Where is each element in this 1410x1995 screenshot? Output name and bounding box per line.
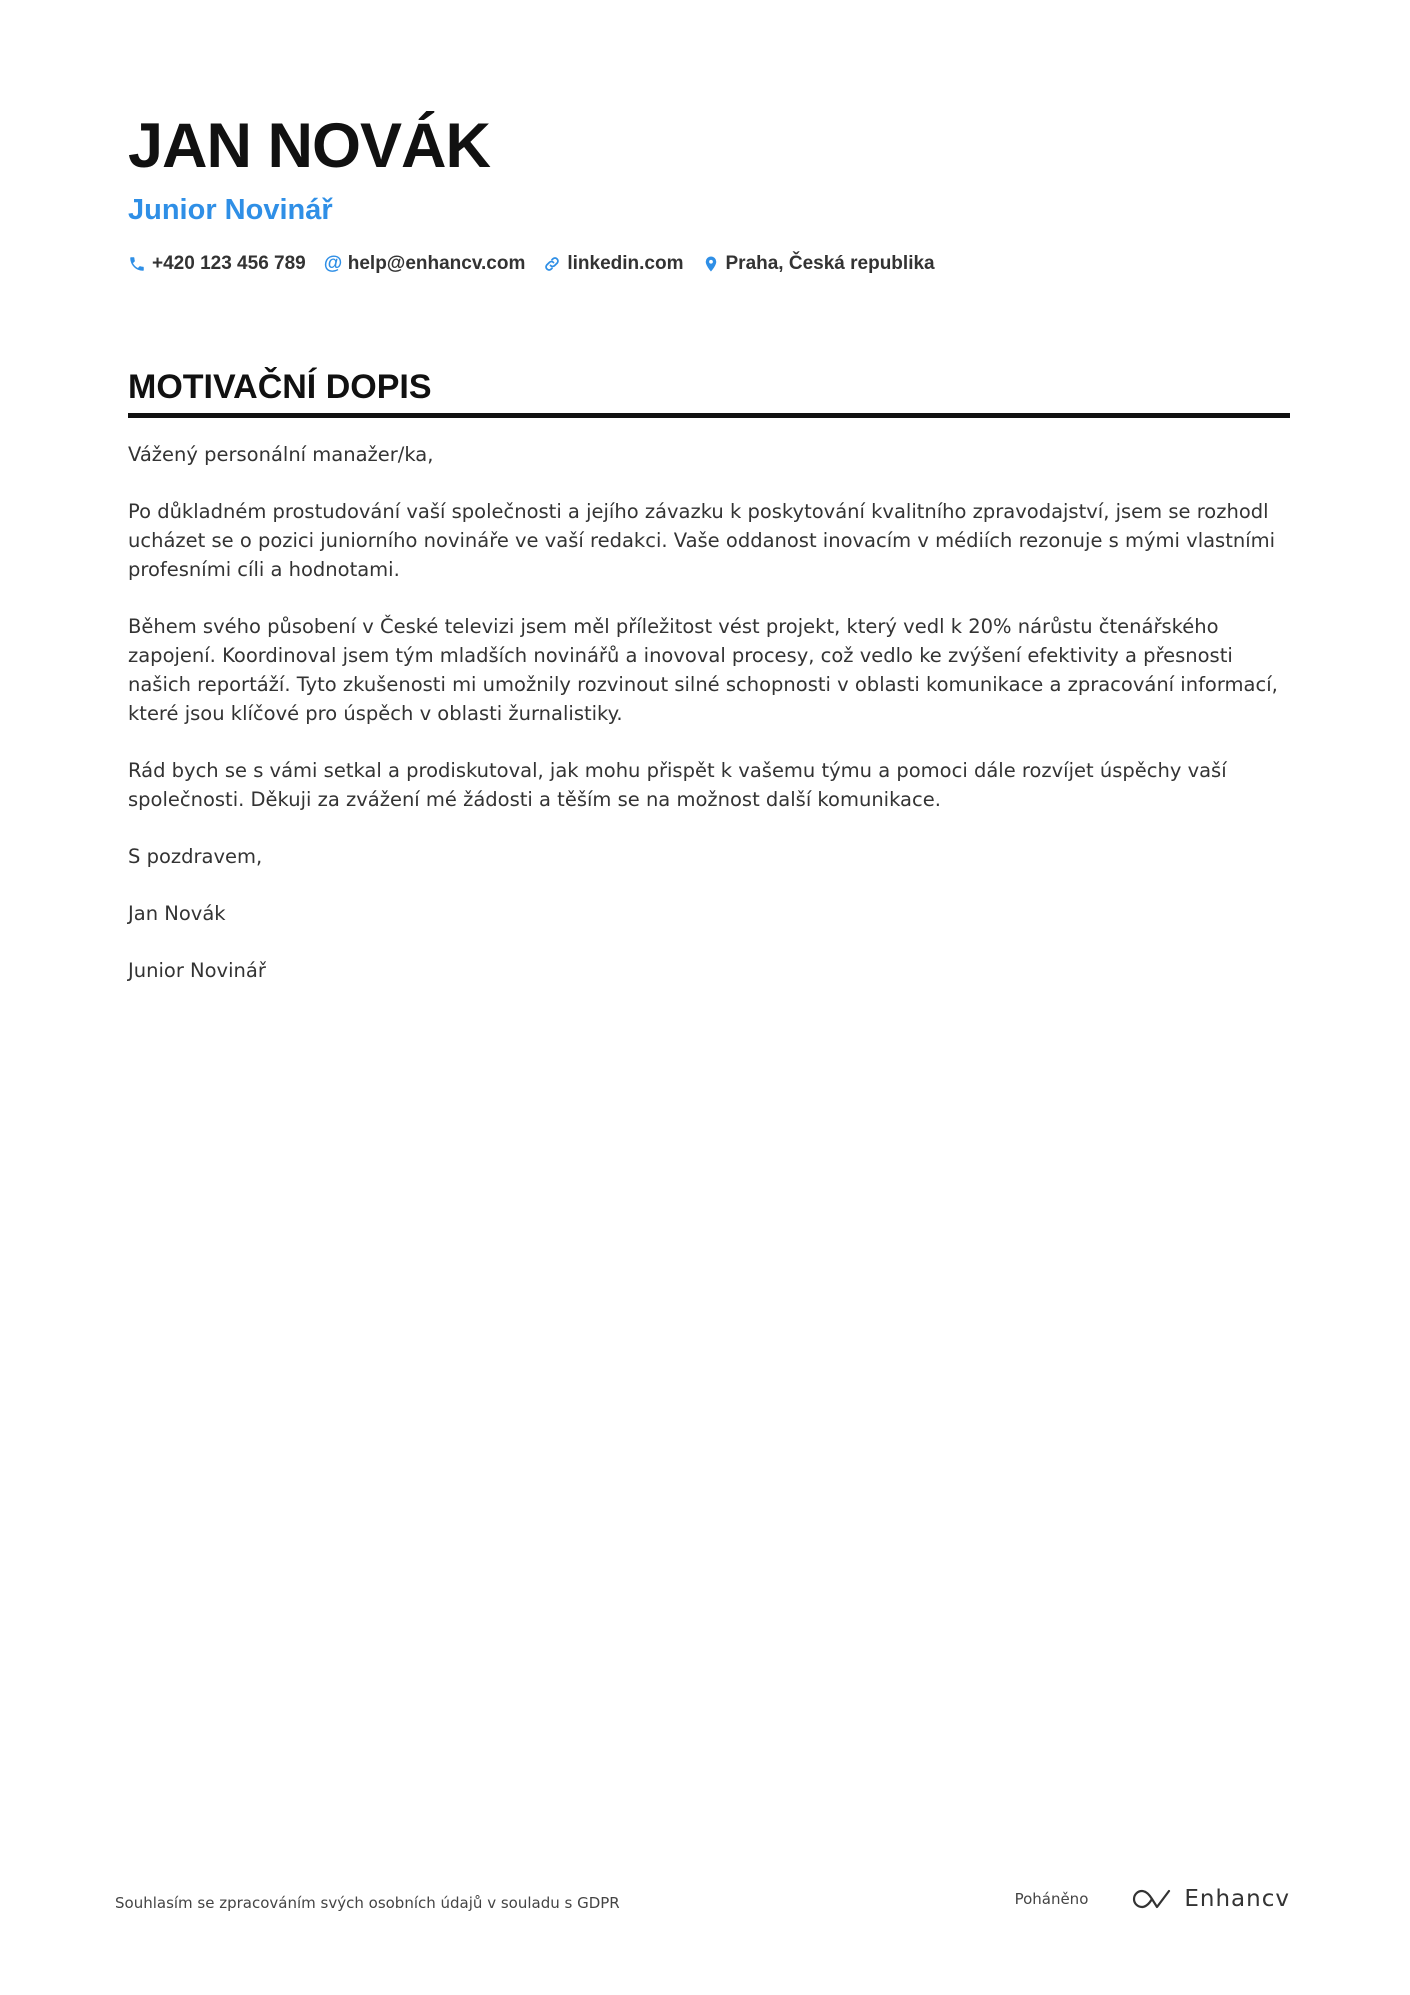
location-pin-icon [702, 255, 720, 273]
linkedin-link[interactable]: linkedin.com [567, 253, 684, 274]
powered-by [1015, 1886, 1290, 1912]
contact-location [702, 253, 935, 275]
applicant-job-title: Junior Novinář [128, 194, 333, 226]
contact-linkedin [543, 253, 683, 275]
applicant-name: JAN NOVÁK [128, 111, 491, 181]
link-icon [543, 255, 561, 273]
at-icon: @ [323, 253, 343, 274]
letter-paragraph: Po důkladném prostudování vaší společnosti a jejího závazku k poskytování kvalitního zpravodajství, jsem se rozhodl ucházet se o pozici juniorního novináře ve vaší redakci. Vaše oddanost inovacím v médiích rezonuje s mými vlastními profesními cíli a hodnotami. [128, 500, 1276, 581]
letter-closing: S pozdravem, [128, 845, 263, 868]
signature-name: Jan Novák [128, 902, 226, 925]
letter-greeting: Vážený personální manažer/ka, [128, 443, 434, 466]
enhancv-brand-name: Enhancv [1184, 1886, 1290, 1912]
location-text: Praha, Česká republika [725, 253, 935, 274]
letter-body [128, 440, 1290, 1013]
letter-paragraph: Během svého působení v České televizi jsem měl příležitost vést projekt, který vedl k 20% nárůstu čtenářského zapojení. Koordinoval jsem tým mladších novinářů a inovoval procesy, což vedlo ke zvýšení efektivity a přesnosti našich reportáží. Tyto zkušenosti mi umožnily rozvinout silné schopnosti v oblasti komunikace a zpracování informací, které jsou klíčové pro úspěch v oblasti žurnalistiky. [128, 615, 1278, 725]
letter-paragraph: Rád bych se s vámi setkal a prodiskutoval, jak mohu přispět k vašemu týmu a pomoci dále rozvíjet úspěchy vaší společnosti. Děkuji za zvážení mé žádosti a těším se na možnost další komunikace. [128, 759, 1227, 811]
section-title: MOTIVAČNÍ DOPIS [128, 365, 1290, 418]
gdpr-consent: Souhlasím se zpracováním svých osobních údajů v souladu s GDPR [115, 1894, 620, 1912]
powered-by-label: Poháněno [1014, 1890, 1089, 1908]
phone-icon [128, 255, 146, 273]
contact-bar [128, 253, 953, 275]
contact-email [324, 253, 526, 275]
contact-phone [128, 253, 306, 275]
enhancv-logo[interactable] [1128, 1886, 1290, 1912]
phone-number[interactable]: +420 123 456 789 [152, 253, 306, 274]
email-address[interactable]: help@enhancv.com [347, 253, 526, 274]
enhancv-logo-icon [1128, 1886, 1174, 1912]
signature-title: Junior Novinář [128, 959, 266, 982]
